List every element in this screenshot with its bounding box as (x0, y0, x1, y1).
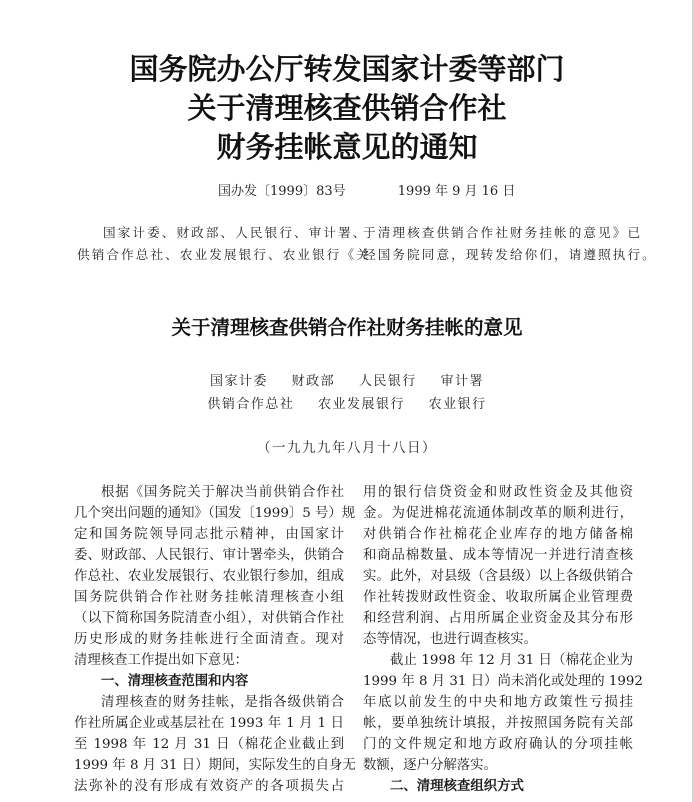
document-reference (218, 180, 515, 199)
intro-left-column (77, 222, 371, 266)
intro-line: 国家计委、财政部、人民银行、审计署、 (103, 225, 368, 240)
paragraph-line: 用的银行信贷资金和财政性资金及其他资 (363, 485, 633, 500)
document-number: 国办发〔1999〕83号 (218, 184, 346, 199)
paragraph-line: 作总社、农业发展银行、农业银行参加，组成 (74, 569, 344, 584)
paragraph-line: （以下简称国务院清查小组），对供销合作社 (74, 611, 344, 626)
intro-line: 于清理核查供销合作社财务挂帐的意见》已 (363, 225, 643, 240)
paragraph-start-line: 截止 1998 年 12 月 31 日（棉花企业为 (390, 653, 633, 668)
organization-name: 国家计委 (210, 374, 269, 389)
document-date: 1999 年 9 月 16 日 (397, 184, 516, 199)
paragraph-line: 实。此外，对县级（含县级）以上各级供销合 (363, 569, 633, 584)
organization-name: 人民银行 (358, 374, 417, 389)
organizations-row-2 (0, 393, 694, 416)
paragraph-line: 几个突出问题的通知》（国发〔1999〕5 号）规 (74, 506, 356, 521)
organization-name: 农业发展银行 (317, 397, 405, 412)
intro-line: 供销合作总社、农业发展银行、农业银行《关 (77, 247, 371, 262)
paragraph-line: 金。为促进棉花流通体制改革的顺利进行， (363, 506, 633, 521)
paragraph-line: 国务院供销合作社财务挂帐清理核查小组 (74, 590, 344, 605)
organization-name: 审计署 (440, 374, 484, 389)
intro-line: 经国务院同意，现转发给你们，请遵照执行。 (363, 247, 657, 262)
title-line-1: 国务院办公厅转发国家计委等部门 (129, 52, 565, 86)
paragraph-line: 作社所属企业或基层社在 1993 年 1 月 1 日 (74, 716, 344, 731)
section-subtitle: 关于清理核查供销合作社财务挂帐的意见 (171, 316, 523, 339)
paragraph-line: 委、财政部、人民银行、审计署牵头，供销合 (74, 548, 344, 563)
paragraph-line: 和经营利润、占用所属企业资金及其分布形 (363, 611, 633, 626)
paragraph-line: 年底以前发生的中央和地方政策性亏损挂 (363, 695, 633, 710)
paragraph-line: 清理核查工作提出如下意见： (74, 653, 249, 668)
issuing-organizations (0, 370, 694, 416)
section-heading: 二、清理核查组织方式 (390, 779, 524, 794)
paragraph-line: 法弥补的没有形成有效资产的各项损失占 (74, 779, 344, 794)
paragraph-line: 作社转拨财政性资金、收取所属企业管理费 (363, 590, 633, 605)
paragraph-line: 1999 年 8 月 31 日）尚未消化或处理的 1992 (363, 674, 643, 689)
paragraph-line: 历史形成的财务挂帐进行全面清查。现对 (74, 632, 344, 647)
paragraph-line: 态等情况，也进行调查核实。 (363, 632, 538, 647)
paragraph-line: 对供销合作社棉花企业库存的地方储备棉 (363, 527, 633, 542)
organization-name: 财政部 (291, 374, 336, 389)
title-line-3: 财务挂帐意见的通知 (216, 130, 478, 164)
paragraph-line: 1999 年 8 月 31 日）期间，实际发生的自身无 (74, 758, 356, 773)
organizations-row-1 (0, 370, 694, 393)
paragraph-line: 帐，要单独统计填报，并按照国务院有关部 (363, 716, 633, 731)
organization-name: 供销合作总社 (207, 397, 295, 412)
title-line-2: 关于清理核查供销合作社 (187, 91, 507, 125)
paragraph-line: 门的文件规定和地方政府确认的分项挂帐 (363, 737, 633, 752)
organization-name: 农业银行 (428, 397, 487, 412)
paragraph-start-line: 清理核查的财务挂帐，是指各级供销合 (101, 695, 344, 710)
document-title (0, 50, 694, 167)
paragraph-line: 和商品棉数量、成本等情况一并进行清查核 (363, 548, 633, 563)
issue-date: （一九九九年八月十八日） (257, 440, 437, 456)
paragraph-start-line: 根据《国务院关于解决当前供销合作社 (101, 485, 344, 500)
paragraph-line: 数额，逐户分解落实。 (363, 758, 497, 773)
body-right-column (363, 482, 643, 797)
intro-right-column (363, 222, 657, 266)
paragraph-line: 定和国务院领导同志批示精神，由国家计 (74, 527, 344, 542)
paragraph-line: 至 1998 年 12 月 31 日（棉花企业截止到 (74, 737, 344, 752)
body-left-column (74, 482, 356, 797)
section-heading: 一、清理核查范围和内容 (101, 674, 249, 689)
